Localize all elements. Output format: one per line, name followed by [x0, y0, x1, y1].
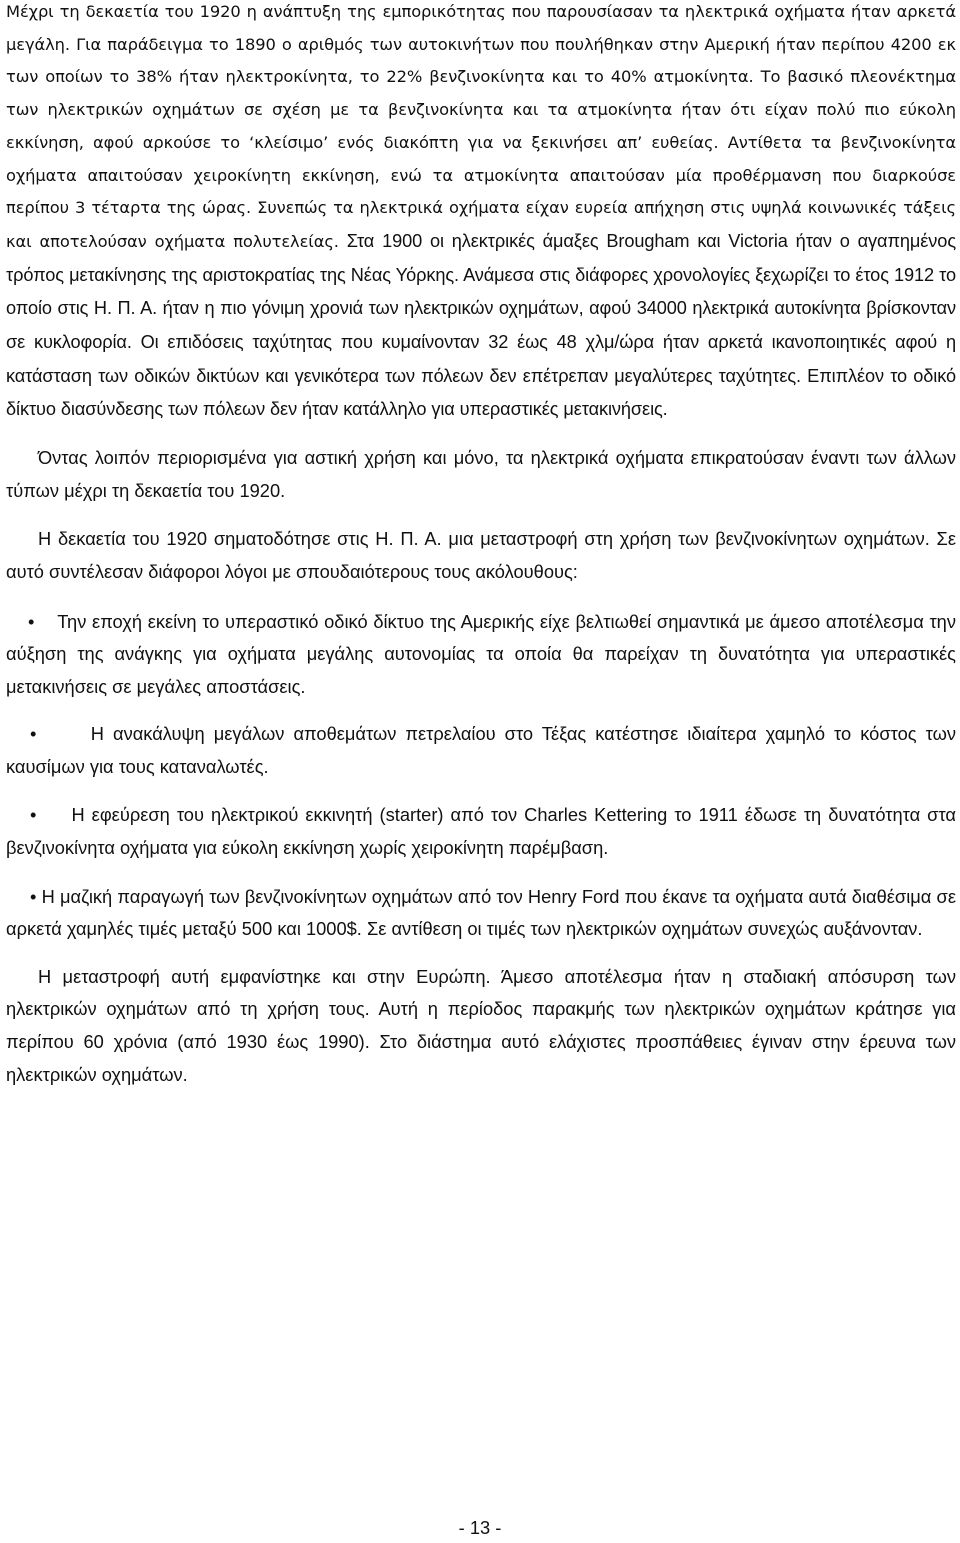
bullet-item-mass-production [6, 881, 956, 946]
paragraph-history-intro-part1: Μέχρι τη δεκαετία του 1920 η ανάπτυξη της εμπορικότητας που παρουσίασαν τα ηλεκτρικά οχήματα ήταν αρκετά μεγάλη. Για παράδειγμα το 1890 ο αριθμός των αυτοκινήτων που πουλήθηκαν στην Αμερική ήταν περίπου 4200 εκ των οποίων το 38% ήταν ηλεκτροκίνητα, το 22% βενζινοκίνητα και το 40% ατμοκίνητα. Το βασικό πλεονέκτημα των ηλεκτρικών οχημάτων σε σχέση με τα βενζινοκίνητα και τα ατμοκίνητα ήταν ότι είχαν πολύ πιο εύκολη εκκίνηση, αφού αρκούσε το ‘κλείσιμο’ ενός διακόπτη για να ξεκινήσει απ’ ευθείας. Αντίθετα τα βενζινοκίνητα οχήματα απαιτούσαν χειροκίνητη εκκίνηση, ενώ τα ατμοκίνητα απαιτούσαν μία προθέρμανση που διαρκούσε περίπου 3 τέταρτα της ώρας. Συνεπώς τα ηλεκτρικά οχήματα είχαν ευρεία απήχηση στις υψηλά κοινωνικές τάξεις και αποτελούσαν οχήματα πολυτελείας. [6, 2, 956, 251]
bullet-icon: • [30, 723, 37, 745]
bullet-text: Την εποχή εκείνη το υπεραστικό οδικό δίκτυο της Αμερικής είχε βελτιωθεί σημαντικά με άμεσο αποτέλεσμα την αύξηση της ανάγκης για οχήματα μεγάλης αυτονομίας τα οποία θα παρείχαν τη δυνατότητα για υπεραστικές μετακινήσεις σε μεγάλες αποστάσεις. [6, 610, 956, 697]
document-page [6, 0, 956, 1091]
bullet-text: Η εφεύρεση του ηλεκτρικού εκκινητή (starter) από τον Charles Kettering το 1911 έδωσε τη δυνατότητα στα βενζινοκίνητα οχήματα για εύκολη εκκίνηση χωρίς χειροκίνητη παρέμβαση. [6, 804, 956, 859]
paragraph-1920-shift: Η δεκαετία του 1920 σηματοδότησε στις Η. Π. Α. μια μεταστροφή στη χρήση των βενζινοκίνητων οχημάτων. Σε αυτό συντέλεσαν διάφοροι λόγοι με σπουδαιότερους τους ακόλουθους: [6, 528, 956, 582]
paragraph-europe-decline: Η μεταστροφή αυτή εμφανίστηκε και στην Ευρώπη. Άμεσο αποτέλεσμα ήταν η σταδιακή απόσυρση των ηλεκτρικών οχημάτων από τη χρήση τους. Αυτή η περίοδος παρακμής των ηλεκτρικών οχημάτων κράτησε για περίπου 60 χρόνια (από 1930 έως 1990). Στο διάστημα αυτό ελάχιστες προσπάθειες έγιναν στην έρευνα των ηλεκτρικών οχημάτων. [6, 965, 956, 1085]
bullet-item-road-network [6, 606, 956, 704]
bullet-text: Η μαζική παραγωγή των βενζινοκίνητων οχημάτων από τον Henry Ford που έκανε τα οχήματα αυτά διαθέσιμα σε αρκετά χαμηλές τιμές μεταξύ 500 και 1000$. Σε αντίθεση οι τιμές των ηλεκτρικών οχημάτων συνεχώς αυξάνονταν. [6, 885, 956, 940]
bullet-item-electric-starter [6, 799, 956, 864]
bullet-icon: • [30, 804, 37, 826]
bullet-icon: • [28, 610, 35, 632]
bullet-text: Η ανακάλυψη μεγάλων αποθεμάτων πετρελαίου στο Τέξας κατέστησε ιδιαίτερα χαμηλό το κόστος των καυσίμων για τους καταναλωτές. [6, 723, 956, 777]
paragraph-history-intro-part2: Στα 1900 οι ηλεκτρικές άμαξες Brougham και Victoria ήταν ο αγαπημένος τρόπος μετακίνησης της αριστοκρατίας της Νέας Υόρκης. Ανάμεσα στις διάφορες χρονολογίες ξεχωρίζει το έτος 1912 το οποίο στις Η. Π. Α. ήταν η πιο γόνιμη χρονιά των ηλεκτρικών οχημάτων, αφού 34000 ηλεκτρικά αυτοκίνητα βρίσκονταν σε κυκλοφορία. Οι επιδόσεις ταχύτητας που κυμαίνονταν 32 έως 48 χλμ/ώρα ήταν αρκετά ικανοποιητικές αφού η κατάσταση των οδικών δικτύων και γενικότερα των πόλεων δεν επέτρεπαν μεγαλύτερες ταχύτητες. Επιπλέον το οδικό δίκτυο διασύνδεσης των πόλεων δεν ήταν κατάλληλο για υπεραστικές μετακινήσεις. [6, 230, 956, 420]
paragraph-urban-use: Όντας λοιπόν περιορισμένα για αστική χρήση και μόνο, τα ηλεκτρικά οχήματα επικρατούσαν έναντι των άλλων τύπων μέχρι τη δεκαετία του 1920. [6, 447, 956, 501]
bullet-item-texas-oil [6, 718, 956, 783]
bullet-icon: • [30, 885, 37, 907]
page-number: - 13 - [458, 1517, 502, 1538]
paragraph-history-intro [6, 0, 956, 427]
